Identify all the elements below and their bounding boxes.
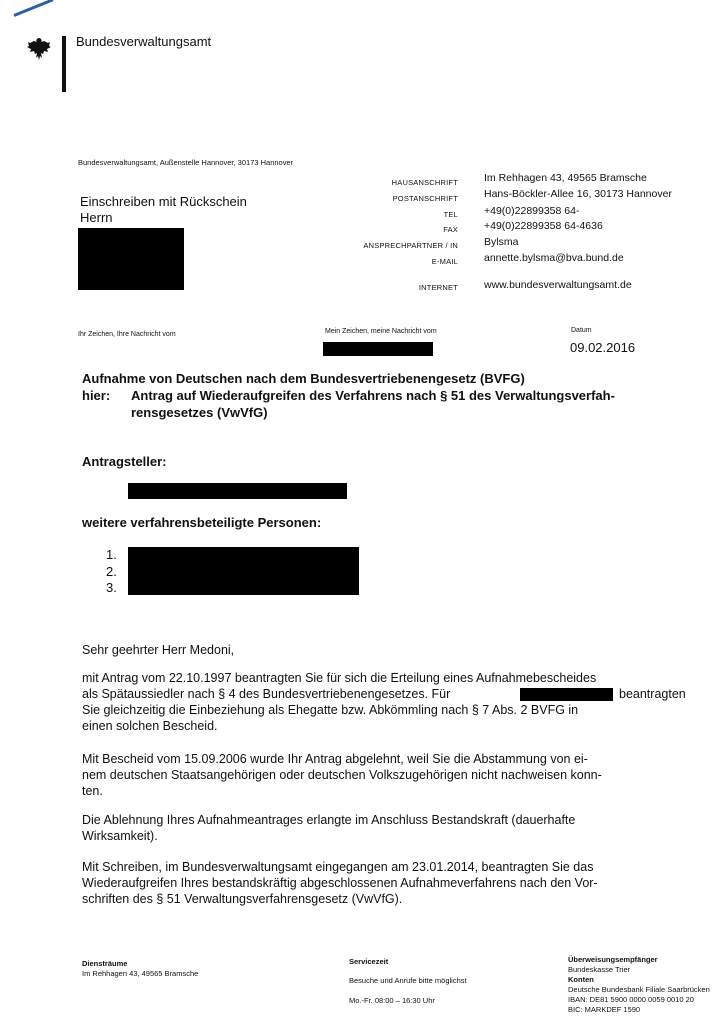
p1-line4: einen solchen Bescheid. [82,719,218,733]
footer-bic: BIC: MARKDEF 1590 [568,1005,641,1014]
pen-mark [13,0,53,17]
contact-value-internet: www.bundesverwaltungsamt.de [484,279,632,291]
footer-iban: IBAN: DE81 5900 0000 0059 0010 20 [568,995,694,1004]
person-number-2: 2. [106,564,117,579]
my-ref-label: Mein Zeichen, meine Nachricht vom [325,328,437,335]
p1-line2: als Spätaussiedler nach § 4 des Bundesvertriebenengesetzes. Für [82,687,451,701]
p2-line3: ten. [82,784,103,798]
p2-line1: Mit Bescheid vom 15.09.2006 wurde Ihr Antrag abgelehnt, weil Sie die Abstammung von ei- [82,752,588,766]
p4-line2: Wiederaufgreifen Ihres bestandskräftig abgeschlossenen Aufnahmeverfahrens nach den Vor- [82,876,598,890]
subject-here: hier: [82,388,111,403]
subject-line2: Antrag auf Wiederaufgreifen des Verfahrens nach § 51 des Verwaltungsverfah- [131,388,615,403]
redacted-reference [323,342,433,356]
recipient-salutation: Herrn [80,210,113,225]
contact-label-email: E-MAIL [431,257,458,266]
contact-value-tel: +49(0)22899358 64- [484,205,580,217]
footer-service-text1: Besuche und Anrufe bitte möglichst [349,976,467,985]
date-value: 09.02.2016 [570,340,636,355]
footer-bank: Deutsche Bundesbank Filiale Saarbrücken [568,985,710,994]
redacted-name-inline [520,688,613,701]
greeting: Sehr geehrter Herr Medoni, [82,643,235,657]
person-number-3: 3. [106,580,117,595]
redacted-address [78,228,184,290]
contact-value-hausanschrift: Im Rehhagen 43, 49565 Bramsche [484,172,647,184]
redacted-applicant [128,483,347,499]
date-label: Datum [571,327,592,334]
p1-line1: mit Antrag vom 22.10.1997 beantragten Sie für sich die Erteilung eines Aufnahmebescheides [82,671,597,685]
header-divider-bar [62,36,66,92]
footer-service-title: Servicezeit [349,957,389,966]
contact-value-postanschrift: Hans-Böckler-Allee 16, 30173 Hannover [484,188,672,200]
contact-label-internet: INTERNET [418,283,458,292]
sender-line: Bundesverwaltungsamt, Außenstelle Hannover, 30173 Hannover [78,158,294,167]
contact-label-ansprechpartner: ANSPRECHPARTNER / IN [363,241,458,250]
footer-transfer-title: Überweisungsempfänger [568,955,658,964]
p2-line2: nem deutschen Staatsangehörigen oder deutschen Volkszugehörigen nicht nachweisen konn- [82,768,602,782]
subject-line3: rensgesetzes (VwVfG) [131,405,268,420]
subject-line1: Aufnahme von Deutschen nach dem Bundesvertriebenengesetz (BVFG) [82,371,525,386]
footer-offices-text: Im Rehhagen 43, 49565 Bramsche [82,969,199,978]
applicant-heading: Antragsteller: [82,454,167,469]
p3-line2: Wirksamkeit). [82,829,158,843]
p1-line3: Sie gleichzeitig die Einbeziehung als Ehegatte bzw. Abkömmling nach § 7 Abs. 2 BVFG in [82,703,579,717]
person-number-1: 1. [106,547,117,562]
p4-line1: Mit Schreiben, im Bundesverwaltungsamt eingegangen am 23.01.2014, beantragten Sie das [82,860,594,874]
delivery-type: Einschreiben mit Rückschein [80,194,247,209]
contact-label-fax: FAX [443,225,458,234]
contact-value-email: annette.bylsma@bva.bund.de [484,252,624,264]
federal-eagle-icon [24,34,54,64]
p3-line1: Die Ablehnung Ihres Aufnahmeantrages erlangte im Anschluss Bestandskraft (dauerhafte [82,813,576,827]
footer-offices-title: Diensträume [82,959,128,968]
contact-label-tel: TEL [443,210,458,219]
contact-label-hausanschrift: HAUSANSCHRIFT [391,178,458,187]
contact-value-ansprechpartner: Bylsma [484,236,519,248]
footer-transfer-name: Bundeskasse Trier [568,965,631,974]
p1-line2-end: beantragten [619,687,686,701]
contact-label-postanschrift: POSTANSCHRIFT [392,194,458,203]
persons-heading: weitere verfahrensbeteiligte Personen: [82,515,322,530]
footer-service-text2: Mo.-Fr. 08:00 – 16:30 Uhr [349,996,435,1005]
footer-accounts-title: Konten [568,975,594,984]
contact-value-fax: +49(0)22899358 64-4636 [484,220,603,232]
p4-line3: schriften des § 51 Verwaltungsverfahrensgesetz (VwVfG). [82,892,403,906]
redacted-persons [128,547,359,595]
your-ref-label: Ihr Zeichen, Ihre Nachricht vom [78,331,176,338]
agency-name: Bundesverwaltungsamt [76,34,212,49]
